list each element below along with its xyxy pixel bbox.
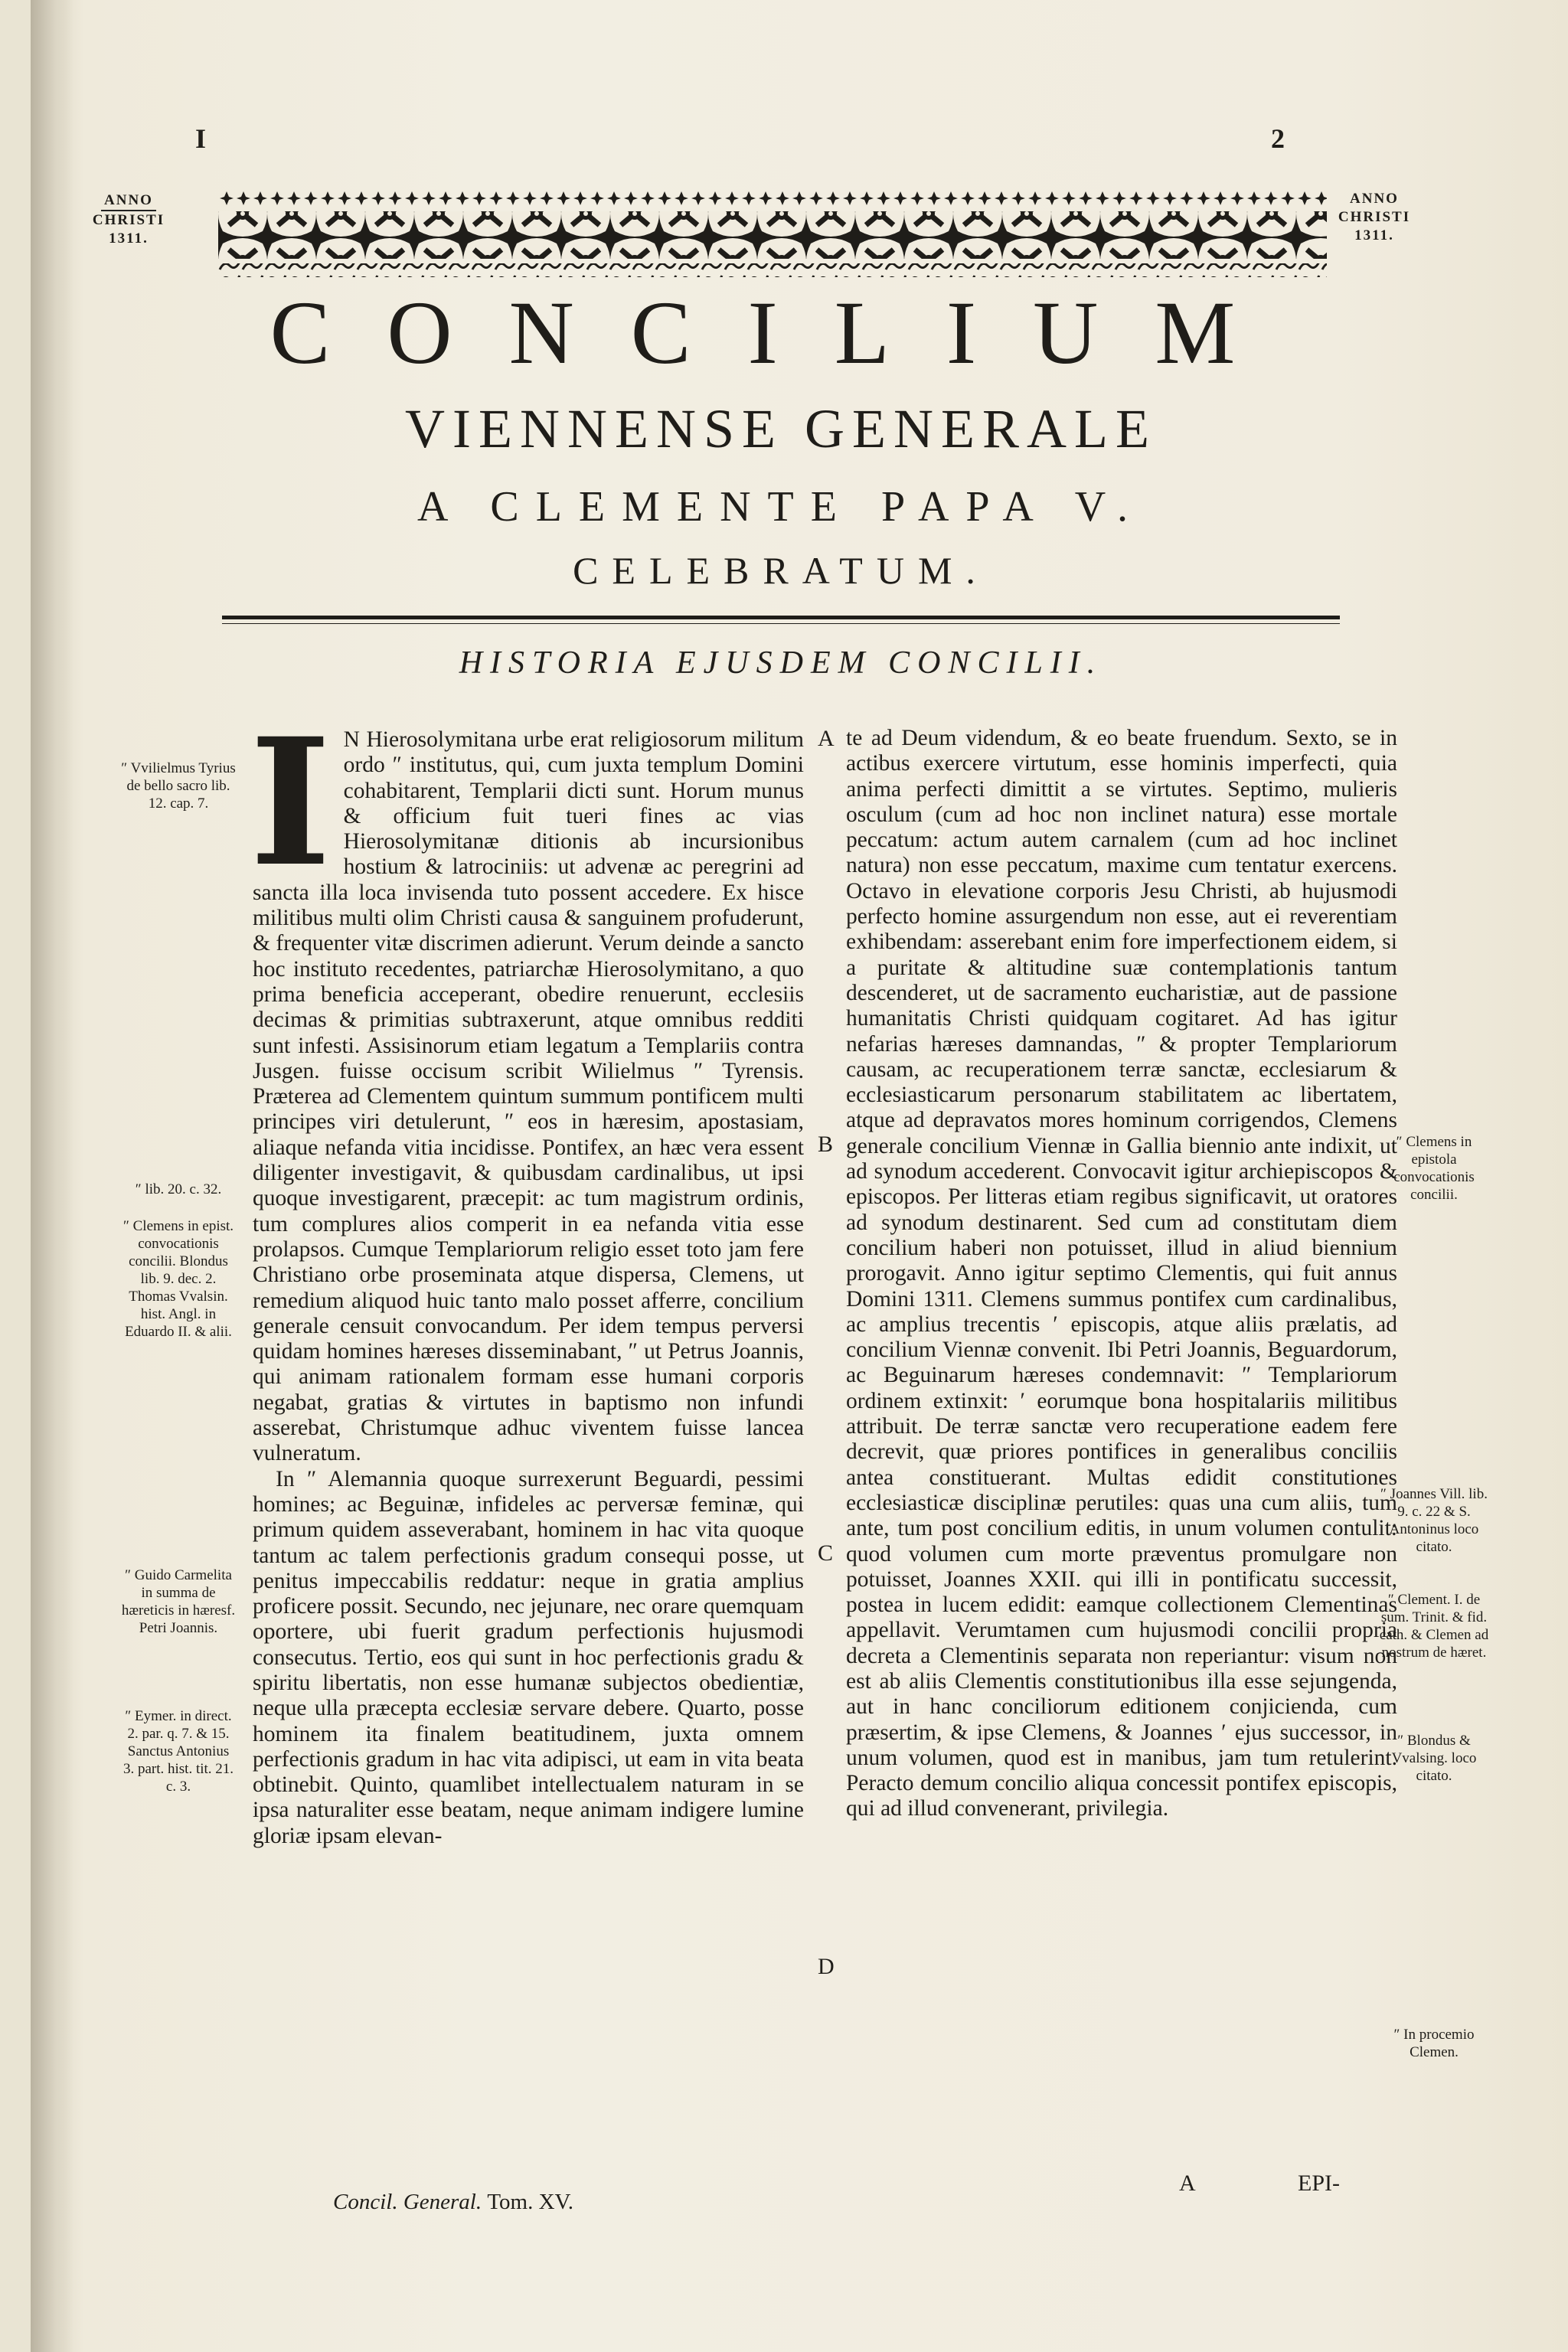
title-a-clemente-papa: A CLEMENTE PAPA V. — [417, 483, 1145, 531]
year-label: 1311. — [1354, 227, 1394, 243]
footer-volume — [333, 2190, 573, 2215]
margin-note: ″ lib. 20. c. 32. — [135, 1181, 222, 1197]
margin-note: ″ In procemio Clemen. — [1393, 2027, 1475, 2060]
christi-label: CHRISTI — [92, 212, 165, 228]
footer-tome: Tom. XV. — [487, 2190, 574, 2214]
anno-christi-right — [1332, 190, 1416, 245]
section-marker-a: A — [818, 726, 835, 751]
section-heading: HISTORIA EJUSDEM CONCILII. — [459, 645, 1103, 681]
anno-christi-left — [83, 191, 175, 248]
section-marker-c: C — [818, 1540, 834, 1566]
catchword: EPI- — [1298, 2171, 1340, 2196]
margin-note: ″ Clemens in epist. convocationis concilii. Blondus lib. 9. dec. 2. Thomas Vvalsin. hist. Angl. in Eduardo II. & alii. — [122, 1218, 234, 1340]
title-rule-thin — [222, 623, 1340, 624]
christi-label: CHRISTI — [1338, 209, 1411, 225]
margin-note: ″ Guido Carmelita in summa de hæreticis in hæresf. Petri Joannis. — [121, 1567, 236, 1636]
title-celebratum: CELEBRATUM. — [573, 549, 989, 592]
anno-label: ANNO — [101, 191, 156, 211]
year-label: 1311. — [109, 230, 149, 247]
left-page-number: I — [195, 123, 207, 154]
ornamental-headpiece — [218, 190, 1327, 282]
title-concilium: CONCILIUM — [270, 283, 1292, 383]
margin-note: ″ Eymer. in direct. 2. par. q. 7. & 15. Sanctus Antonius 3. part. hist. tit. 21. c. 3. — [122, 1708, 234, 1795]
book-page — [31, 0, 1568, 2352]
margin-note: ″ Clement. I. de sum. Trinit. & fid. cath. & Clemen ad nostrum de hæret. — [1379, 1592, 1489, 1661]
paragraph: In ″ Alemannia quoque surrexerunt Beguardi, pessimi homines; ac Beguinæ, infideles ac perversæ feminæ, qui primum quidem asseverabant, hominem in hac vita quoque tantum ac talem perfectionis gradum consequi posse, ut penitus impeccabilis reddatur: neque in gratia amplius proficere possit. Secundo, nec jejunare, nec orare quemquam oportere, ubi fuerit gradum perfectionis hujusmodi consecutus. Tertio, eos qui sunt in hoc perfectionis gradu & spiritu libertatis, non esse humanæ subjectos obedientiæ, neque ulla præcepta ecclesiæ servare debere. Quarto, posse hominem ita finalem beatitudinem, juxta omnem perfectionis gradum in hac vita adipisci, ut eam in vita beata obtinebit. Quinto, quamlibet intellectualem naturam in se ipsa naturaliter esse beatam, neque animam indigere lumine gloriæ ipsam elevan- — [253, 1466, 804, 1848]
paragraph: N Hierosolymitana urbe erat religiosorum militum ordo ″ institutus, qui, cum juxta templum Domini cohabitarent, Templarii dicti sunt. Horum munus & officium fuit tueri fines ac vias Hierosolymitanæ ditionis ab incursionibus hostium & latrociniis: ut advenæ ac peregrini ad sancta illa loca invisenda tuto possent accedere. Ex hisce militibus multi olim Christi causa & sanguinem profuderunt, & frequenter vitæ discrimen adierunt. Verum deinde a sancto hoc instituto recedentes, patriarchæ Hierosolymitano, a quo prima beneficia acceperant, obedire renuerunt, ecclesiis decimas & primitias subtraxerunt, atque omnibus redditi sunt infesti. Assisinorum etiam legatum a Templariis contra Jusgen. fuisse occisum scribit Wilielmus ″ Tyrensis. Præterea ad Clementem quintum summum pontificem multi principes viri detulerunt, ″ eos in hæresim, apostasiam, aliaque nefanda vitia incidisse. Pontifex, an hæc vera essent diligenter investigavit, & quibusdam cardinalibus, ut ipsi quoque investigarent, præcepit: ac tum magistrum ordinis, tum complures alios comperit in ea nefanda vitia esse prolapsos. Cumque Templariorum religio esset toto jam fere Christiano orbe proseminata atque dispersa, Clemens, ut remedium aliquod huic tanto malo posset afferre, concilium generale censuit convocandum. Per idem tempus perversi quidam homines hæreses disseminabant, ″ ut Petrus Joannis, qui animam rationalem formam esse humani corporis negabat, gratias & virtutes in baptismo non infundi asserebat, Christumque adhuc viventem fuisse lancea vulneratum. — [253, 727, 804, 1466]
margin-note: ″ Joannes Vill. lib. 9. c. 22 & S. Antoninus loco citato. — [1380, 1486, 1488, 1555]
title-rule-thick — [222, 616, 1340, 619]
margin-note: ″ Blondus & Vvalsing. loco citato. — [1391, 1733, 1477, 1784]
margin-note: ″ Vvilielmus Tyrius de bello sacro lib. 12. cap. 7. — [121, 760, 236, 812]
drop-cap: I — [250, 700, 332, 905]
page-gutter-shadow — [31, 0, 74, 2352]
text-column-right — [846, 726, 1397, 1822]
paragraph: te ad Deum videndum, & eo beate fruendum. Sexto, se in actibus exercere virtutum, esse hominis imperfecti, quia anima perfecti dimittit a se virtutes. Septimo, mulieris osculum (cum ad hoc non inclinet natura) esse mortale peccatum: actum autem carnalem (cum ad hoc inclinet natura) non esse peccatum, maxime cum tentatur exercens. Octavo in elevatione corporis Jesu Christi, ab hujusmodi perfecto homine assurgendum non esse, aut ei reverentiam exhibendam: asserebant enim fore imperfectionem eidem, si a puritate & altitudine suæ contemplationis tantum descenderet, ut de sacramento eucharistiæ, aut de passione humanitatis Christi quidquam cogitaret. Ad has igitur nefarias hæreses damnandas, ″ & propter Templariorum causam, ac recuperationem terræ sanctæ, ecclesiarum & ecclesiasticarum personarum stabilitatem ac libertatem, atque ad depravatos mores hominum corrigendos, Clemens generale concilium Viennæ in Gallia biennio ante indixit, ut ad synodum accederent. Convocavit igitur archiepiscopos & episcopos. Per litteras etiam regibus significavit, ut oratores ad synodum destinarent. Sed cum ad constitutam diem concilium haberi non potuisset, illud in aliud biennium prorogavit. Anno igitur septimo Clementis, qui fuit annus Domini 1311. Clemens summus pontifex cum cardinalibus, ac amplius trecentis ′ episcopis, atque aliis prælatis, ad concilium Viennæ convenit. Ibi Petri Joannis, Beguardorum, ac Beguinarum hæreses condemnavit: ″ Templariorum ordinem extinxit: ′ eorumque bona hospitalariis militibus attribuit. De terræ sanctæ vero recuperatione eadem fere decrevit, quæ priores pontifices in generalibus conciliis antea constituerant. Multas edidit constitutiones ecclesiasticæ disciplinæ perutiles: quas una cum aliis, tum ante, tum post concilium editis, in unum volumen contulit: quod volumen cum morte præventus promulgare non potuisset, Joannes XXII. qui illi in pontificatu successit, postea in lucem edidit: eamque collectionem Clementinas appellavit. Verumtamen cum hujusmodi concilii propria decreta a Clementinis separata non reperiantur: visum non est ab aliis Clementis constitutionibus illa esse sejungenda, aut in hanc conciliorum editionem conjicienda, cum præsertim, & ipse Clemens, & Joannes ′ ejus successor, in unum volumen, quod est in manibus, jam tum retulerint. Peracto demum concilio aliqua concessit pontifex episcopis, qui ad illud convenerant, privilegia. — [846, 726, 1397, 1821]
section-marker-b: B — [818, 1132, 834, 1157]
section-marker-d: D — [818, 1954, 835, 1979]
right-page-number: 2 — [1271, 123, 1285, 154]
footer-title: Concil. General. — [333, 2190, 482, 2214]
anno-label: ANNO — [1350, 191, 1399, 207]
signature-mark: A — [1179, 2171, 1196, 2196]
text-column-left — [250, 700, 804, 1849]
title-viennense-generale: VIENNENSE GENERALE — [405, 398, 1157, 459]
margin-note: ″ Clemens in epistola convocationis concilii. — [1393, 1134, 1475, 1203]
